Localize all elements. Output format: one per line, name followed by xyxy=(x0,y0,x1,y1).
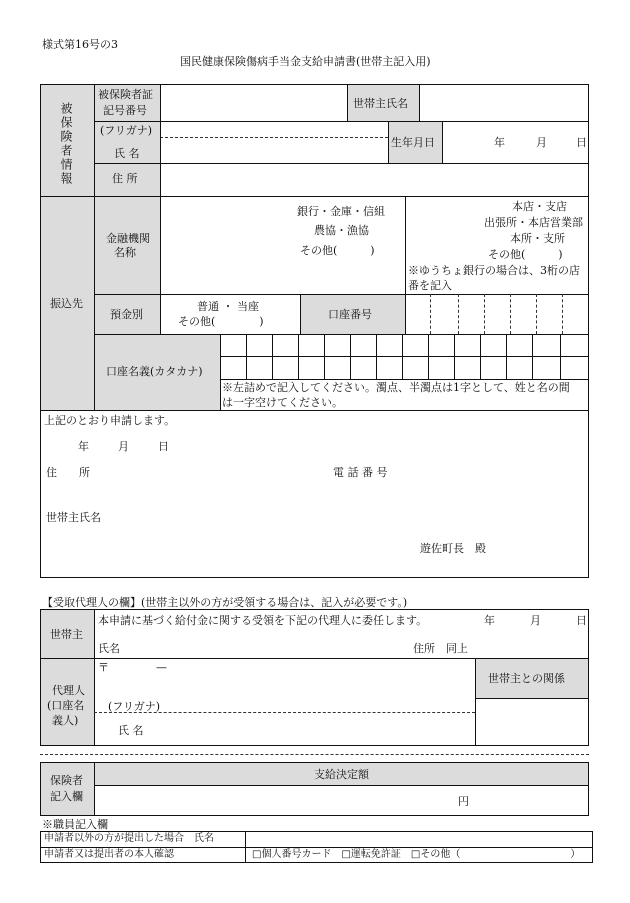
address-same: 住所 同上 xyxy=(413,642,468,655)
branch-types-1: 本店・支店 xyxy=(512,200,567,213)
agent-label-1: 代理人 xyxy=(52,684,85,697)
addressee: 遊佐町長 殿 xyxy=(420,542,486,555)
cert-number-label-2: 記号番号 xyxy=(103,104,147,117)
insurer-label-1: 保険者 xyxy=(50,774,83,787)
bank-types-3: その他( ) xyxy=(300,244,375,257)
bank-types-1: 銀行・金庫・信組 xyxy=(297,205,385,218)
agent-label-3: 義人) xyxy=(52,714,79,727)
application-day: 日 xyxy=(158,440,169,453)
bank-types-2: 農協・漁協 xyxy=(314,224,369,237)
application-month: 月 xyxy=(118,440,129,453)
birth-year: 年 xyxy=(494,136,505,149)
bank-label-2: 名称 xyxy=(114,246,136,259)
branch-types-2: 出張所・本店営業部 xyxy=(484,216,583,229)
deposit-type-label: 預金別 xyxy=(110,308,143,321)
postal-dash: — xyxy=(156,661,167,674)
delegation-text: 本申請に基づく給付金に関する受領を下記の代理人に委任します。 xyxy=(98,614,428,627)
kana-note-2: は一字空けてください。 xyxy=(222,396,343,409)
postal-mark: 〒 xyxy=(98,661,109,674)
deposit-options-1: 普通 ・ 当座 xyxy=(197,300,259,313)
cert-number-label-1: 被保険者証 xyxy=(98,88,153,101)
separator-line xyxy=(40,754,589,755)
id-options: □個人番号カード □運転免許証 □その他（ ） xyxy=(252,849,581,860)
kana-note-1: ※左詰めで記入してください。濁点、半濁点は1字として、姓と名の間 xyxy=(222,381,570,394)
agent-heading: 【受取代理人の欄】(世帯主以外の方が受領する場合は、記入が必要です。) xyxy=(42,596,408,609)
id-check-label: 申請者又は提出者の本人確認 xyxy=(44,849,174,860)
application-householder-label: 世帯主氏名 xyxy=(46,511,101,524)
birth-day: 日 xyxy=(576,136,587,149)
deposit-options-2: その他( ) xyxy=(178,315,264,328)
bank-label-1: 金融機関 xyxy=(106,232,150,245)
amount-label: 支給決定額 xyxy=(314,768,369,781)
agent-householder-label: 世帯主 xyxy=(50,628,83,641)
account-number-label: 口座番号 xyxy=(328,308,372,321)
form-title: 国民健康保険傷病手当金支給申請書(世帯主記入用) xyxy=(180,55,431,68)
insured-section-label: 被保険者情報 xyxy=(59,102,73,186)
agent-name-label: 氏 名 xyxy=(118,724,144,737)
submitter-label: 申請者以外の方が提出した場合 氏名 xyxy=(44,833,214,844)
application-year: 年 xyxy=(78,440,89,453)
agent-label-2: (口座名 xyxy=(47,699,85,712)
householder-name-label: 世帯主氏名 xyxy=(353,97,408,110)
insurer-label-2: 記入欄 xyxy=(50,790,83,803)
account-holder-label: 口座名義(カタカナ) xyxy=(106,365,203,378)
agent-day: 日 xyxy=(576,614,587,627)
name-label: 氏 名 xyxy=(114,147,140,160)
birth-month: 月 xyxy=(536,136,547,149)
form-number: 様式第16号の3 xyxy=(42,38,118,51)
agent-month: 月 xyxy=(530,614,541,627)
birthdate-label: 生年月日 xyxy=(391,136,435,149)
branch-types-4: その他( ) xyxy=(488,248,563,261)
agent-householder-name-label: 氏名 xyxy=(98,642,120,655)
yucho-note-1: ※ゆうちょ銀行の場合は、3桁の店 xyxy=(408,264,580,277)
agent-furigana-label: (フリガナ) xyxy=(108,700,161,713)
application-phone-label: 電 話 番 号 xyxy=(333,466,388,479)
yen-label: 円 xyxy=(458,795,469,808)
relationship-label: 世帯主との関係 xyxy=(488,672,565,685)
transfer-section-label: 振込先 xyxy=(50,297,83,310)
agent-year: 年 xyxy=(484,614,495,627)
address-label: 住 所 xyxy=(112,172,138,185)
application-statement: 上記のとおり申請します。 xyxy=(44,414,176,427)
yucho-note-2: 番を記入 xyxy=(408,279,452,292)
branch-types-3: 本所・支所 xyxy=(510,232,565,245)
furigana-label: (フリガナ) xyxy=(100,124,153,137)
staff-heading: ※職員記入欄 xyxy=(42,818,108,831)
application-address-label: 住 所 xyxy=(46,466,90,479)
